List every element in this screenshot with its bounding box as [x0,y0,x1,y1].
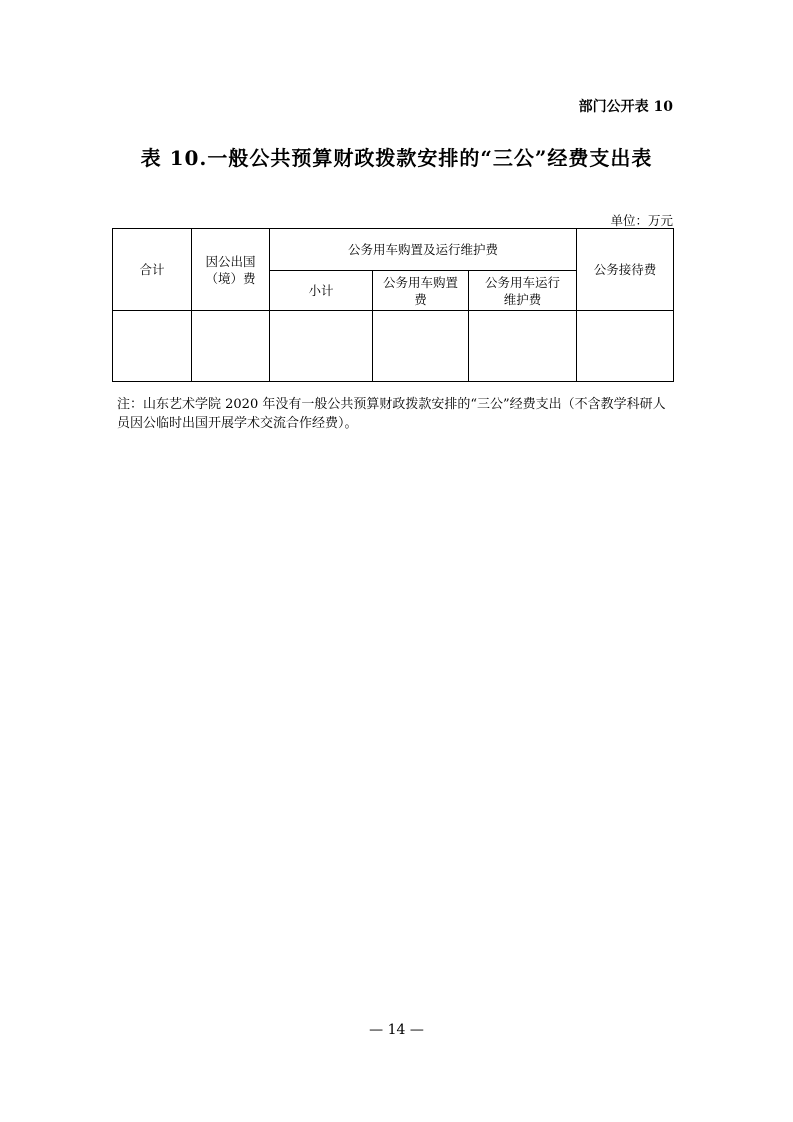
expense-table [112,228,674,382]
document-label: 部门公开表 10 [578,99,673,115]
header-vehicle-purchase-line1: 公务用车购置 [382,274,458,290]
page-number: — 14 — [369,1022,424,1038]
header-overseas-travel [192,229,270,311]
cell-total [113,311,192,382]
header-subtotal: 小计 [270,271,373,311]
header-total: 合计 [113,229,192,311]
table-row [113,311,674,382]
cell-reception [577,311,674,382]
header-vehicle-purchase-line2: 费 [414,291,427,307]
header-vehicle-purchase [373,271,469,311]
cell-overseas-travel [192,311,270,382]
header-vehicle-group: 公务用车购置及运行维护费 [270,229,577,271]
header-vehicle-operation [469,271,577,311]
unit-label: 单位：万元 [610,213,673,228]
page-title: 表 10.一般公共预算财政拨款安排的“三公”经费支出表 [140,146,653,170]
header-vehicle-operation-line1: 公务用车运行 [484,274,560,290]
header-reception: 公务接待费 [577,229,674,311]
cell-subtotal [270,311,373,382]
table-header-row [113,229,674,271]
header-vehicle-operation-line2: 维护费 [503,291,542,307]
table-note: 注：山东艺术学院 2020 年没有一般公共预算财政拨款安排的“三公”经费支出（不含教学科研人员因公临时出国开展学术交流合作经费）。 [117,397,666,431]
cell-vehicle-purchase [373,311,469,382]
cell-vehicle-operation [469,311,577,382]
header-overseas-line2: （境）费 [205,270,256,286]
header-overseas-line1: 因公出国 [205,253,256,269]
